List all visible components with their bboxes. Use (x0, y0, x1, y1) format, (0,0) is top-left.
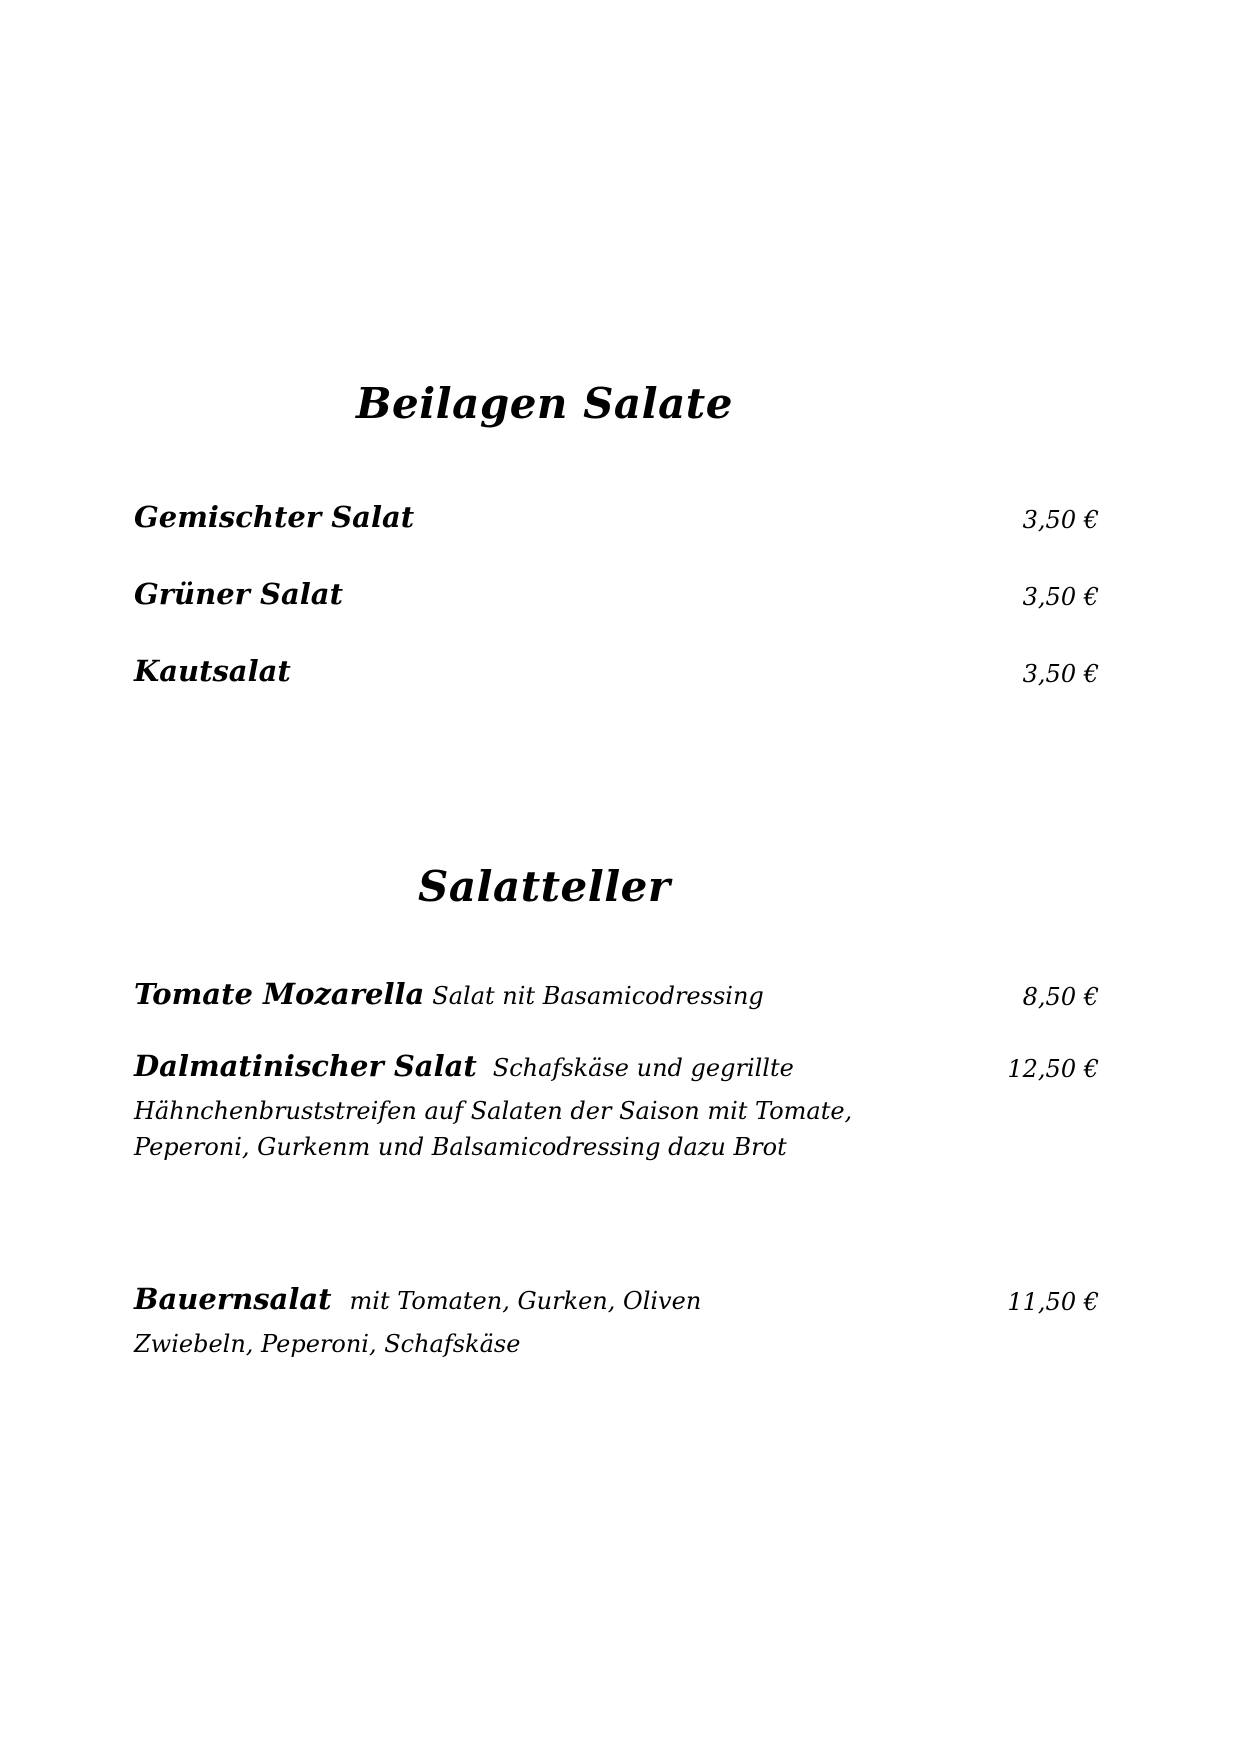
item-desc-line-dalmatinischer-salat-2: Peperoni, Gurkenm und Balsamicodressing dazu Brot (134, 1133, 787, 1161)
item-name-bauernsalat: Bauernsalat (134, 1282, 332, 1316)
price-gemischter-salat: 3,50 € (1022, 506, 1099, 534)
menu-item-gruener-salat: Grüner Salat (134, 577, 343, 611)
menu-item-bauernsalat (134, 1282, 702, 1316)
menu-item-gemischter-salat: Gemischter Salat (134, 500, 415, 534)
item-desc-dalmatinischer-salat: Schafskäse und gegrillte (492, 1054, 794, 1082)
item-desc-bauernsalat: mit Tomaten, Gurken, Oliven (349, 1287, 702, 1315)
section-title-salatteller: Salatteller (418, 862, 671, 911)
item-desc-tomate-mozarella: Salat nit Basamicodressing (432, 982, 764, 1010)
menu-item-tomate-mozarella (134, 977, 764, 1011)
price-gruener-salat: 3,50 € (1022, 583, 1099, 611)
item-name-tomate-mozarella: Tomate Mozarella (134, 977, 425, 1011)
price-dalmatinischer-salat: 12,50 € (1007, 1055, 1099, 1083)
price-bauernsalat: 11,50 € (1007, 1288, 1099, 1316)
price-tomate-mozarella: 8,50 € (1022, 983, 1099, 1011)
item-desc-line-dalmatinischer-salat-1: Hähnchenbruststreifen auf Salaten der Saison mit Tomate, (134, 1097, 853, 1125)
price-kautsalat: 3,50 € (1022, 660, 1099, 688)
menu-item-dalmatinischer-salat (134, 1049, 794, 1083)
item-name-dalmatinischer-salat: Dalmatinischer Salat (134, 1049, 477, 1083)
menu-item-kautsalat: Kautsalat (134, 654, 291, 688)
item-desc-line-bauernsalat-1: Zwiebeln, Peperoni, Schafskäse (134, 1330, 521, 1358)
section-title-beilagen-salate: Beilagen Salate (356, 379, 733, 428)
